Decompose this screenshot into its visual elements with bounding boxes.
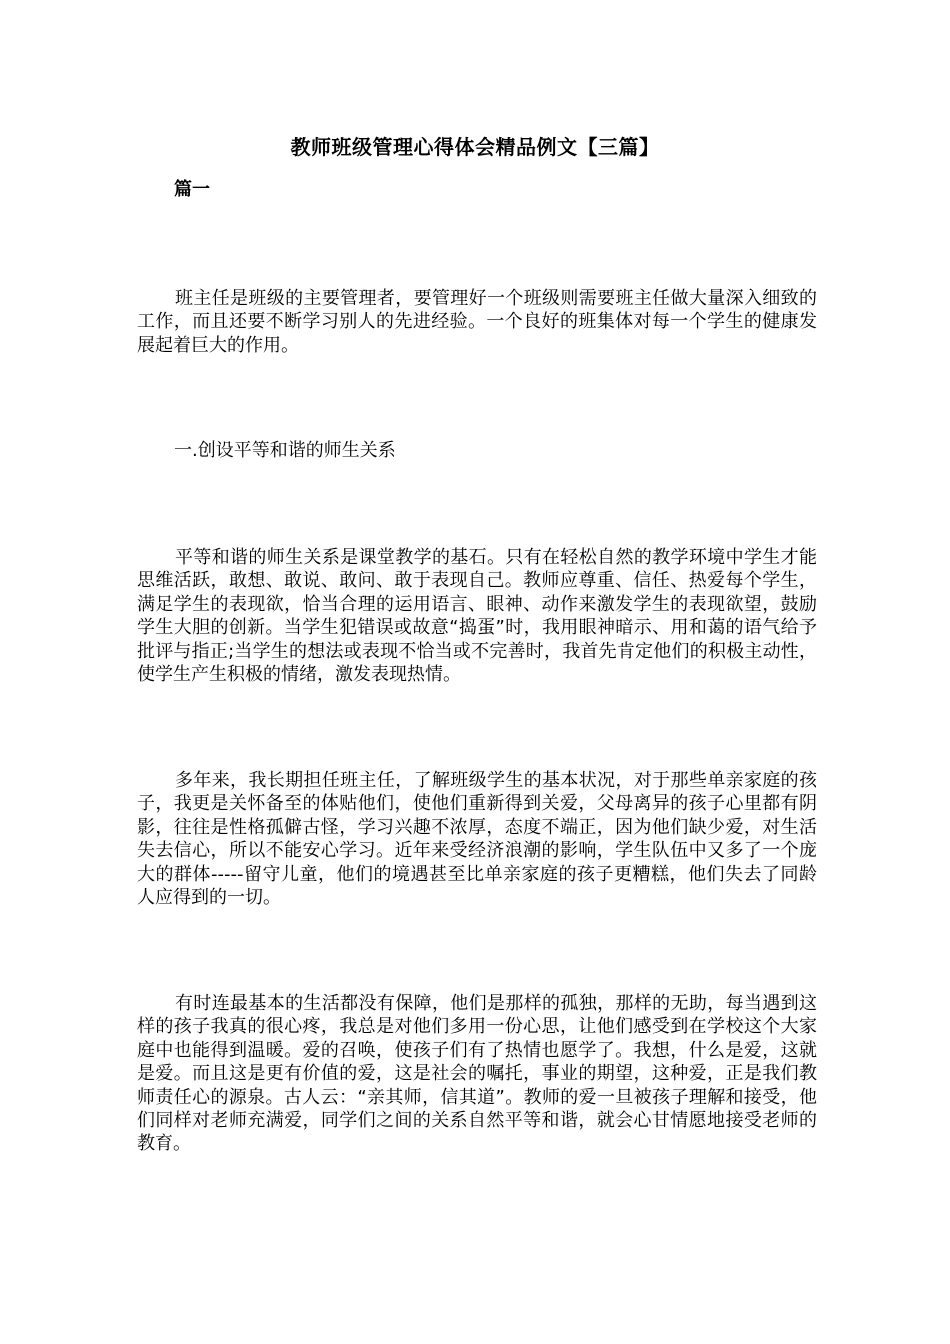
paragraph-intro: 班主任是班级的主要管理者，要管理好一个班级则需要班主任做大量深入细致的工作，而且还要不断学习别人的先进经验。一个良好的班集体对每一个学生的健康发展起着巨大的作用。: [137, 288, 817, 356]
subheading: 一.创设平等和谐的师生关系: [174, 440, 396, 461]
paragraph-relationship: 平等和谐的师生关系是课堂教学的基石。只有在轻松自然的教学环境中学生才能思维活跃，敢想、敢说、敢问、敢于表现自己。教师应尊重、信任、热爱每个学生，满足学生的表现欲，恰当合理的运用语言、眼神、动作来激发学生的表现欲望，鼓励学生大胆的创新。当学生犯错误或故意“捣蛋”时，我用眼神暗示、用和蔼的语气给予批评与指正;当学生的想法或表现不恰当或不完善时，我首先肯定他们的积极主动性，使学生产生积极的情绪，激发表现热情。: [137, 547, 817, 686]
section-label: 篇一: [174, 179, 210, 200]
document-title: 教师班级管理心得体会精品例文【三篇】: [290, 135, 660, 159]
paragraph-care: 多年来，我长期担任班主任，了解班级学生的基本状况，对于那些单亲家庭的孩子，我更是关怀备至的体贴他们，使他们重新得到关爱，父母离异的孩子心里都有阴影，往往是性格孤僻古怪，学习兴趣不浓厚，态度不端正，因为他们缺少爱，对生活失去信心，所以不能安心学习。近年来受经济浪潮的影响，学生队伍中又多了一个庞大的群体-----留守儿童，他们的境遇甚至比单亲家庭的孩子更糟糕，他们失去了同龄人应得到的一切。: [137, 770, 817, 909]
paragraph-love: 有时连最基本的生活都没有保障，他们是那样的孤独，那样的无助，每当遇到这样的孩子我真的很心疼，我总是对他们多用一份心思，让他们感受到在学校这个大家庭中也能得到温暖。爱的召唤，使孩子们有了热情也愿学了。我想，什么是爱，这就是爱。而且这是更有价值的爱，这是社会的嘱托，事业的期望，这种爱，正是我们教师责任心的源泉。古人云：“亲其师，信其道”。教师的爱一旦被孩子理解和接受，他们同样对老师充满爱，同学们之间的关系自然平等和谐，就会心甘情愿地接受老师的教育。: [137, 993, 817, 1155]
